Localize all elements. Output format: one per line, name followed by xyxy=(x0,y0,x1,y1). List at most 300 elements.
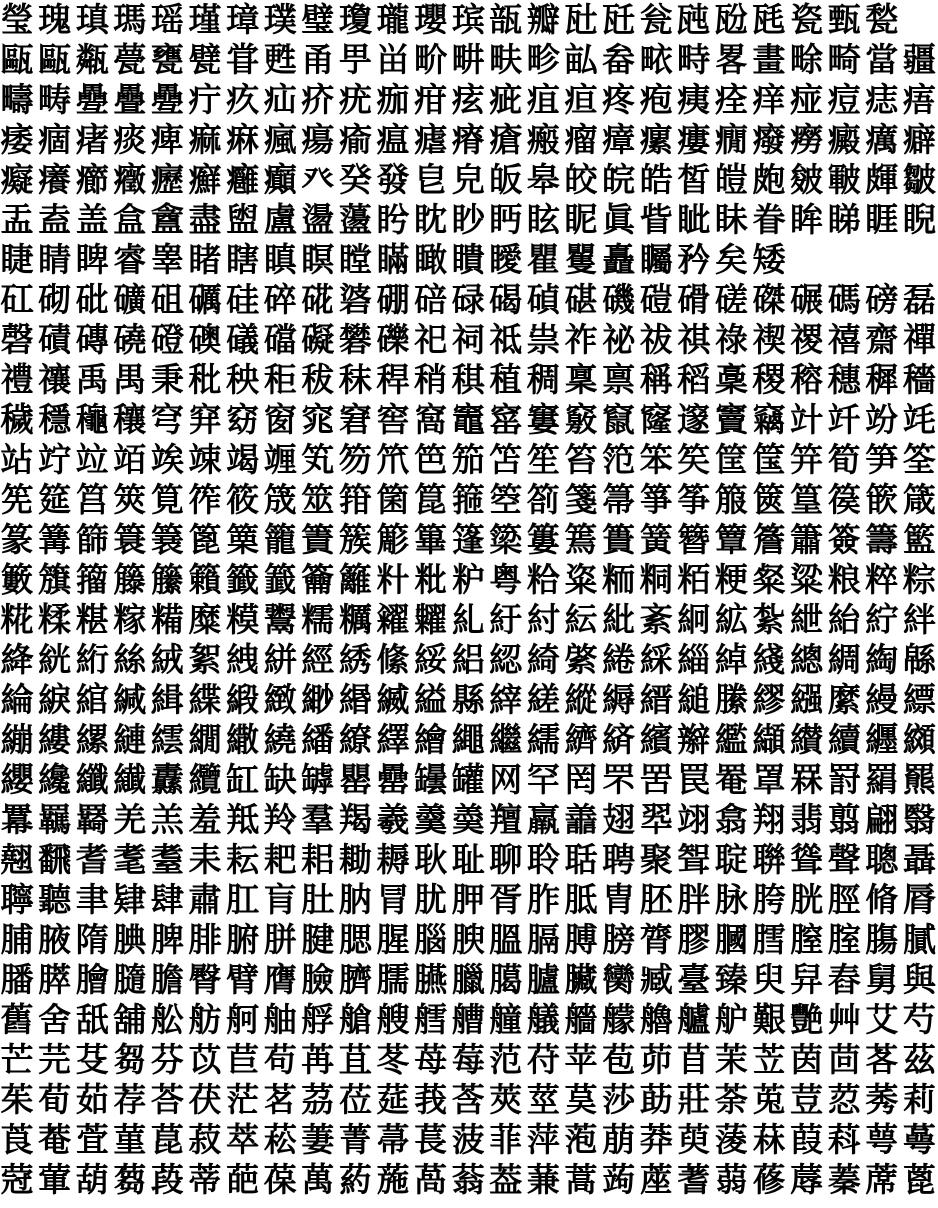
kanji-character: 纖 xyxy=(75,760,109,799)
kanji-character: 緤 xyxy=(188,680,222,719)
kanji-character: 篦 xyxy=(188,520,222,559)
kanji-character: 莅 xyxy=(338,1080,372,1119)
kanji-character: 礙 xyxy=(301,320,335,359)
kanji-character: 艾 xyxy=(865,1000,899,1039)
kanji-character: 莇 xyxy=(639,1080,673,1119)
kanji-character: 艷 xyxy=(790,1000,824,1039)
kanji-character: 穹 xyxy=(150,400,184,439)
kanji-character: 磬 xyxy=(0,320,34,359)
kanji-character: 籔 xyxy=(0,560,34,599)
kanji-character: 肚 xyxy=(301,880,335,919)
kanji-character: 籬 xyxy=(338,560,372,599)
kanji-character: 羮 xyxy=(451,800,485,839)
kanji-character: 穉 xyxy=(865,360,899,399)
kanji-character: 罸 xyxy=(827,760,861,799)
kanji-character: 萠 xyxy=(602,1120,636,1159)
kanji-character: 睹 xyxy=(188,240,222,279)
kanji-character: 茗 xyxy=(263,1080,297,1119)
kanji-character: 粲 xyxy=(752,560,786,599)
kanji-character: 疔 xyxy=(188,80,222,119)
kanji-character: 菽 xyxy=(188,1120,222,1159)
kanji-character: 羣 xyxy=(301,800,335,839)
kanji-character: 甕 xyxy=(150,40,184,79)
kanji-character: 祠 xyxy=(451,320,485,359)
kanji-character: 綛 xyxy=(489,640,523,679)
kanji-character: 羝 xyxy=(226,800,260,839)
kanji-character: 舂 xyxy=(827,960,861,999)
kanji-character: 絨 xyxy=(150,640,184,679)
kanji-character: 蕚 xyxy=(902,1120,936,1159)
kanji-character: 穃 xyxy=(790,360,824,399)
kanji-character: 磔 xyxy=(752,280,786,319)
kanji-character: 瑶 xyxy=(150,0,184,39)
kanji-character: 籐 xyxy=(113,560,147,599)
kanji-character: 礫 xyxy=(376,320,410,359)
kanji-character: 箚 xyxy=(526,480,560,519)
kanji-character: 癇 xyxy=(714,120,748,159)
kanji-character: 筝 xyxy=(677,480,711,519)
kanji-character: 篥 xyxy=(226,520,260,559)
kanji-character: 痣 xyxy=(865,80,899,119)
kanji-character: 盧 xyxy=(263,200,297,239)
kanji-character: 瓩 xyxy=(602,0,636,39)
kanji-character: 篆 xyxy=(0,520,34,559)
kanji-character: 瓮 xyxy=(639,0,673,39)
kanji-character: 粹 xyxy=(865,560,899,599)
kanji-character: 瞞 xyxy=(376,240,410,279)
kanji-character: 苙 xyxy=(752,1040,786,1079)
kanji-character: 罩 xyxy=(752,760,786,799)
kanji-character: 鬻 xyxy=(263,600,297,639)
kanji-character: 皖 xyxy=(602,160,636,199)
kanji-character: 籠 xyxy=(263,520,297,559)
kanji-character: 糺 xyxy=(451,600,485,639)
kanji-character: 笏 xyxy=(338,440,372,479)
kanji-character: 瘍 xyxy=(301,120,335,159)
kanji-character: 芍 xyxy=(902,1000,936,1039)
kanji-character: 膸 xyxy=(113,960,147,999)
kanji-character: 糜 xyxy=(188,600,222,639)
kanji-character: 繝 xyxy=(188,720,222,759)
kanji-character: 葭 xyxy=(790,1120,824,1159)
kanji-character: 紿 xyxy=(827,600,861,639)
kanji-character: 臑 xyxy=(376,960,410,999)
kanji-character: 痘 xyxy=(827,80,861,119)
kanji-character: 糶 xyxy=(414,600,448,639)
kanji-character: 窘 xyxy=(338,400,372,439)
kanji-character: 瓣 xyxy=(526,0,560,39)
kanji-character: 疣 xyxy=(338,80,372,119)
kanji-character: 蒿 xyxy=(564,1160,598,1199)
kanji-character: 蓙 xyxy=(639,1160,673,1199)
kanji-character: 矍 xyxy=(564,240,598,279)
kanji-character: 艝 xyxy=(414,1000,448,1039)
kanji-character: 蓖 xyxy=(902,1160,936,1199)
kanji-character: 綟 xyxy=(38,680,72,719)
kanji-character: 茴 xyxy=(827,1040,861,1079)
kanji-character: 痿 xyxy=(0,120,34,159)
kanji-character: 荳 xyxy=(790,1080,824,1119)
kanji-character: 瘰 xyxy=(639,120,673,159)
kanji-character: 禊 xyxy=(752,320,786,359)
kanji-character: 瓰 xyxy=(714,0,748,39)
kanji-character: 耨 xyxy=(376,840,410,879)
kanji-character: 茣 xyxy=(564,1080,598,1119)
kanji-character: 疊 xyxy=(113,80,147,119)
kanji-character: 穩 xyxy=(38,400,72,439)
kanji-character: 繼 xyxy=(489,720,523,759)
kanji-character: 繞 xyxy=(263,720,297,759)
kanji-character: 綢 xyxy=(827,640,861,679)
kanji-character: 縷 xyxy=(38,720,72,759)
kanji-character: 痖 xyxy=(790,80,824,119)
kanji-character: 肭 xyxy=(338,880,372,919)
kanji-character: 簍 xyxy=(526,520,560,559)
kanji-character: 聟 xyxy=(677,840,711,879)
kanji-character: 璋 xyxy=(226,0,260,39)
kanji-character: 瘡 xyxy=(489,120,523,159)
kanji-character: 羈 xyxy=(38,800,72,839)
kanji-character: 眦 xyxy=(677,200,711,239)
kanji-character: 舁 xyxy=(790,960,824,999)
kanji-character: 繃 xyxy=(0,720,34,759)
kanji-character: 碣 xyxy=(489,280,523,319)
kanji-character: 秡 xyxy=(301,360,335,399)
kanji-character: 蒭 xyxy=(113,1160,147,1199)
kanji-character: 睫 xyxy=(0,240,34,279)
kanji-character: 痲 xyxy=(188,120,222,159)
kanji-character: 畸 xyxy=(827,40,861,79)
kanji-character: 瘋 xyxy=(263,120,297,159)
kanji-character: 絆 xyxy=(902,600,936,639)
kanji-character: 臈 xyxy=(489,960,523,999)
kanji-character: 筐 xyxy=(714,440,748,479)
kanji-character: 腥 xyxy=(376,920,410,959)
kanji-character: 筵 xyxy=(38,480,72,519)
kanji-character: 甞 xyxy=(226,40,260,79)
kanji-character: 萢 xyxy=(564,1120,598,1159)
kanji-character: 笳 xyxy=(451,440,485,479)
kanji-character: 舫 xyxy=(188,1000,222,1039)
kanji-character: 膵 xyxy=(38,960,72,999)
kanji-character: 籟 xyxy=(188,560,222,599)
kanji-character: 舖 xyxy=(113,1000,147,1039)
kanji-character: 舍 xyxy=(38,1000,72,1039)
kanji-character: 胼 xyxy=(263,920,297,959)
kanji-character: 祚 xyxy=(564,320,598,359)
kanji-character: 碚 xyxy=(414,280,448,319)
kanji-character: 篝 xyxy=(38,520,72,559)
kanji-character: 耄 xyxy=(113,840,147,879)
kanji-character: 睚 xyxy=(865,200,899,239)
kanji-character: 縢 xyxy=(714,680,748,719)
kanji-character: 畤 xyxy=(677,40,711,79)
kanji-character: 絲 xyxy=(113,640,147,679)
kanji-character: 羚 xyxy=(263,800,297,839)
kanji-character: 脉 xyxy=(714,880,748,919)
kanji-character: 繦 xyxy=(790,680,824,719)
kanji-character: 筮 xyxy=(301,480,335,519)
kanji-character: 窶 xyxy=(526,400,560,439)
kanji-character: 畉 xyxy=(489,40,523,79)
kanji-character: 粮 xyxy=(827,560,861,599)
kanji-character: 肅 xyxy=(188,880,222,919)
kanji-character: 皹 xyxy=(865,160,899,199)
kanji-character: 綮 xyxy=(564,640,598,679)
kanji-character: 膣 xyxy=(790,920,824,959)
kanji-character: 莖 xyxy=(526,1080,560,1119)
kanji-character: 眛 xyxy=(714,200,748,239)
kanji-character: 肬 xyxy=(414,880,448,919)
kanji-character: 筅 xyxy=(0,480,34,519)
kanji-character: 粢 xyxy=(564,560,598,599)
kanji-character: 疸 xyxy=(564,80,598,119)
kanji-character: 莠 xyxy=(865,1080,899,1119)
kanji-character: 癲 xyxy=(263,160,297,199)
kanji-character: 蓐 xyxy=(790,1160,824,1199)
kanji-character: 蓍 xyxy=(677,1160,711,1199)
kanji-character: 祺 xyxy=(677,320,711,359)
kanji-character: 痂 xyxy=(376,80,410,119)
kanji-character: 范 xyxy=(489,1040,523,1079)
kanji-character: 矗 xyxy=(602,240,636,279)
kanji-character: 縟 xyxy=(602,680,636,719)
kanji-character: 癸 xyxy=(338,160,372,199)
kanji-character: 舐 xyxy=(75,1000,109,1039)
kanji-character: 碪 xyxy=(564,280,598,319)
kanji-character: 紲 xyxy=(790,600,824,639)
kanji-character: 碵 xyxy=(526,280,560,319)
kanji-character: 冐 xyxy=(376,880,410,919)
kanji-character: 秉 xyxy=(150,360,184,399)
kanji-character: 礬 xyxy=(338,320,372,359)
kanji-character: 笘 xyxy=(489,440,523,479)
kanji-character: 絛 xyxy=(376,640,410,679)
kanji-character: 萃 xyxy=(226,1120,260,1159)
kanji-character: 稙 xyxy=(489,360,523,399)
kanji-character: 瑪 xyxy=(113,0,147,39)
kanji-character: 痍 xyxy=(677,80,711,119)
kanji-character: 畄 xyxy=(376,40,410,79)
kanji-character: 竡 xyxy=(113,440,147,479)
kanji-character: 竏 xyxy=(827,400,861,439)
kanji-character: 缺 xyxy=(263,760,297,799)
kanji-character: 臾 xyxy=(752,960,786,999)
kanji-character: 羞 xyxy=(188,800,222,839)
kanji-character: 粽 xyxy=(902,560,936,599)
kanji-character: 籌 xyxy=(865,520,899,559)
kanji-character: 萬 xyxy=(301,1160,335,1199)
kanji-character: 砒 xyxy=(75,280,109,319)
kanji-character: 蓆 xyxy=(865,1160,899,1199)
kanji-character: 筌 xyxy=(902,440,936,479)
kanji-character: 耻 xyxy=(451,840,485,879)
kanji-character: 耘 xyxy=(226,840,260,879)
kanji-character: 萇 xyxy=(414,1120,448,1159)
kanji-character: 萓 xyxy=(75,1120,109,1159)
kanji-character: 簑 xyxy=(113,520,147,559)
kanji-character: 笆 xyxy=(414,440,448,479)
kanji-character: 絅 xyxy=(677,600,711,639)
kanji-character: 莪 xyxy=(414,1080,448,1119)
kanji-character: 癧 xyxy=(150,160,184,199)
kanji-character: 盖 xyxy=(75,200,109,239)
kanji-character: 胚 xyxy=(639,880,673,919)
kanji-character: 絖 xyxy=(38,640,72,679)
kanji-character: 畧 xyxy=(714,40,748,79)
kanji-character: 稷 xyxy=(752,360,786,399)
kanji-character: 辮 xyxy=(677,720,711,759)
kanji-character: 癥 xyxy=(113,160,147,199)
kanji-character: 臍 xyxy=(338,960,372,999)
kanji-character: 癰 xyxy=(226,160,260,199)
kanji-character: 縋 xyxy=(677,680,711,719)
kanji-character: 綰 xyxy=(75,680,109,719)
kanji-character: 盍 xyxy=(38,200,72,239)
kanji-character: 甐 xyxy=(75,40,109,79)
kanji-character: 禝 xyxy=(790,320,824,359)
kanji-character: 緞 xyxy=(226,680,260,719)
kanji-character: 縺 xyxy=(113,720,147,759)
kanji-character: 竄 xyxy=(602,400,636,439)
kanji-character: 耋 xyxy=(150,840,184,879)
kanji-character: 紜 xyxy=(564,600,598,639)
kanji-character: 畫 xyxy=(752,40,786,79)
kanji-character: 纃 xyxy=(564,720,598,759)
kanji-character: 筺 xyxy=(752,440,786,479)
kanji-character: 籖 xyxy=(263,560,297,599)
kanji-character: 癘 xyxy=(865,120,899,159)
kanji-character: 纈 xyxy=(752,720,786,759)
kanji-character: 翦 xyxy=(827,800,861,839)
kanji-character: 痦 xyxy=(902,80,936,119)
kanji-character: 羶 xyxy=(489,800,523,839)
kanji-character: 苒 xyxy=(301,1040,335,1079)
kanji-character: 罎 xyxy=(414,760,448,799)
kanji-character: 聊 xyxy=(489,840,523,879)
kanji-character: 緻 xyxy=(263,680,297,719)
kanji-character: 蒻 xyxy=(714,1160,748,1199)
kanji-character: 筴 xyxy=(113,480,147,519)
kanji-character: 瓊 xyxy=(338,0,372,39)
kanji-character: 茖 xyxy=(865,1040,899,1079)
kanji-character: 罨 xyxy=(714,760,748,799)
kanji-character: 與 xyxy=(902,960,936,999)
kanji-character: 粃 xyxy=(414,560,448,599)
kanji-character: 簽 xyxy=(827,520,861,559)
kanji-character: 艀 xyxy=(301,1000,335,1039)
kanji-character: 臂 xyxy=(226,960,260,999)
kanji-character: 膾 xyxy=(75,960,109,999)
kanji-character: 箒 xyxy=(602,480,636,519)
kanji-character: 瘻 xyxy=(677,120,711,159)
kanji-character: 疆 xyxy=(902,40,936,79)
kanji-character: 礇 xyxy=(188,320,222,359)
kanji-character: 眞 xyxy=(602,200,636,239)
kanji-character: 竊 xyxy=(752,400,786,439)
kanji-character: 縻 xyxy=(827,680,861,719)
kanji-character: 竚 xyxy=(38,440,72,479)
kanji-character: 疽 xyxy=(526,80,560,119)
kanji-character: 蓁 xyxy=(827,1160,861,1199)
kanji-character: 硼 xyxy=(376,280,410,319)
kanji-character: 磅 xyxy=(865,280,899,319)
kanji-character: 箋 xyxy=(564,480,598,519)
kanji-character: 竰 xyxy=(263,440,297,479)
kanji-character: 竓 xyxy=(902,400,936,439)
kanji-character: 皺 xyxy=(902,160,936,199)
kanji-character: 窰 xyxy=(489,400,523,439)
kanji-character: 竇 xyxy=(714,400,748,439)
kanji-character: 腓 xyxy=(188,920,222,959)
kanji-character: 茵 xyxy=(790,1040,824,1079)
kanji-character: 莉 xyxy=(902,1080,936,1119)
kanji-character: 繽 xyxy=(639,720,673,759)
kanji-character: 癤 xyxy=(75,160,109,199)
kanji-character: 癈 xyxy=(752,120,786,159)
kanji-character: 莚 xyxy=(376,1080,410,1119)
kanji-character: 縣 xyxy=(451,680,485,719)
kanji-character: 紵 xyxy=(865,600,899,639)
kanji-character: 窗 xyxy=(263,400,297,439)
kanji-character: 磚 xyxy=(75,320,109,359)
kanji-character: 肆 xyxy=(150,880,184,919)
kanji-character: 禀 xyxy=(602,360,636,399)
kanji-character: 葯 xyxy=(338,1160,372,1199)
kanji-character: 箙 xyxy=(714,480,748,519)
kanji-character: 茯 xyxy=(188,1080,222,1119)
kanji-character: 荼 xyxy=(714,1080,748,1119)
kanji-character: 簷 xyxy=(752,520,786,559)
kanji-character: 癢 xyxy=(38,160,72,199)
kanji-character: 瓷 xyxy=(790,0,824,39)
kanji-character: 臘 xyxy=(451,960,485,999)
kanji-character: 秬 xyxy=(263,360,297,399)
kanji-character: 粐 xyxy=(451,560,485,599)
kanji-character: 畴 xyxy=(38,80,72,119)
kanji-character: 腦 xyxy=(414,920,448,959)
kanji-character: 艘 xyxy=(376,1000,410,1039)
kanji-character: 瘠 xyxy=(451,120,485,159)
kanji-character: 臧 xyxy=(639,960,673,999)
kanji-character: 篁 xyxy=(790,480,824,519)
kanji-character: 瘟 xyxy=(376,120,410,159)
kanji-character: 芒 xyxy=(0,1040,34,1079)
kanji-character: 砠 xyxy=(150,280,184,319)
kanji-character: 緇 xyxy=(677,640,711,679)
kanji-character: 筬 xyxy=(263,480,297,519)
kanji-character: 羔 xyxy=(150,800,184,839)
kanji-character: 痳 xyxy=(226,120,260,159)
kanji-character: 硅 xyxy=(226,280,260,319)
kanji-character: 畍 xyxy=(414,40,448,79)
kanji-character: 罔 xyxy=(564,760,598,799)
kanji-character: 簟 xyxy=(714,520,748,559)
kanji-character: 籀 xyxy=(75,560,109,599)
kanji-character: 萸 xyxy=(677,1120,711,1159)
kanji-character: 碆 xyxy=(338,280,372,319)
kanji-character: 翹 xyxy=(0,840,34,879)
kanji-character: 稘 xyxy=(451,360,485,399)
kanji-character: 箟 xyxy=(414,480,448,519)
kanji-character: 荀 xyxy=(38,1080,72,1119)
kanji-character: 繪 xyxy=(414,720,448,759)
kanji-character: 荅 xyxy=(150,1080,184,1119)
kanji-character: 艪 xyxy=(639,1000,673,1039)
kanji-character: 苣 xyxy=(226,1040,260,1079)
kanji-character: 膤 xyxy=(752,920,786,959)
kanji-character: 緲 xyxy=(301,680,335,719)
